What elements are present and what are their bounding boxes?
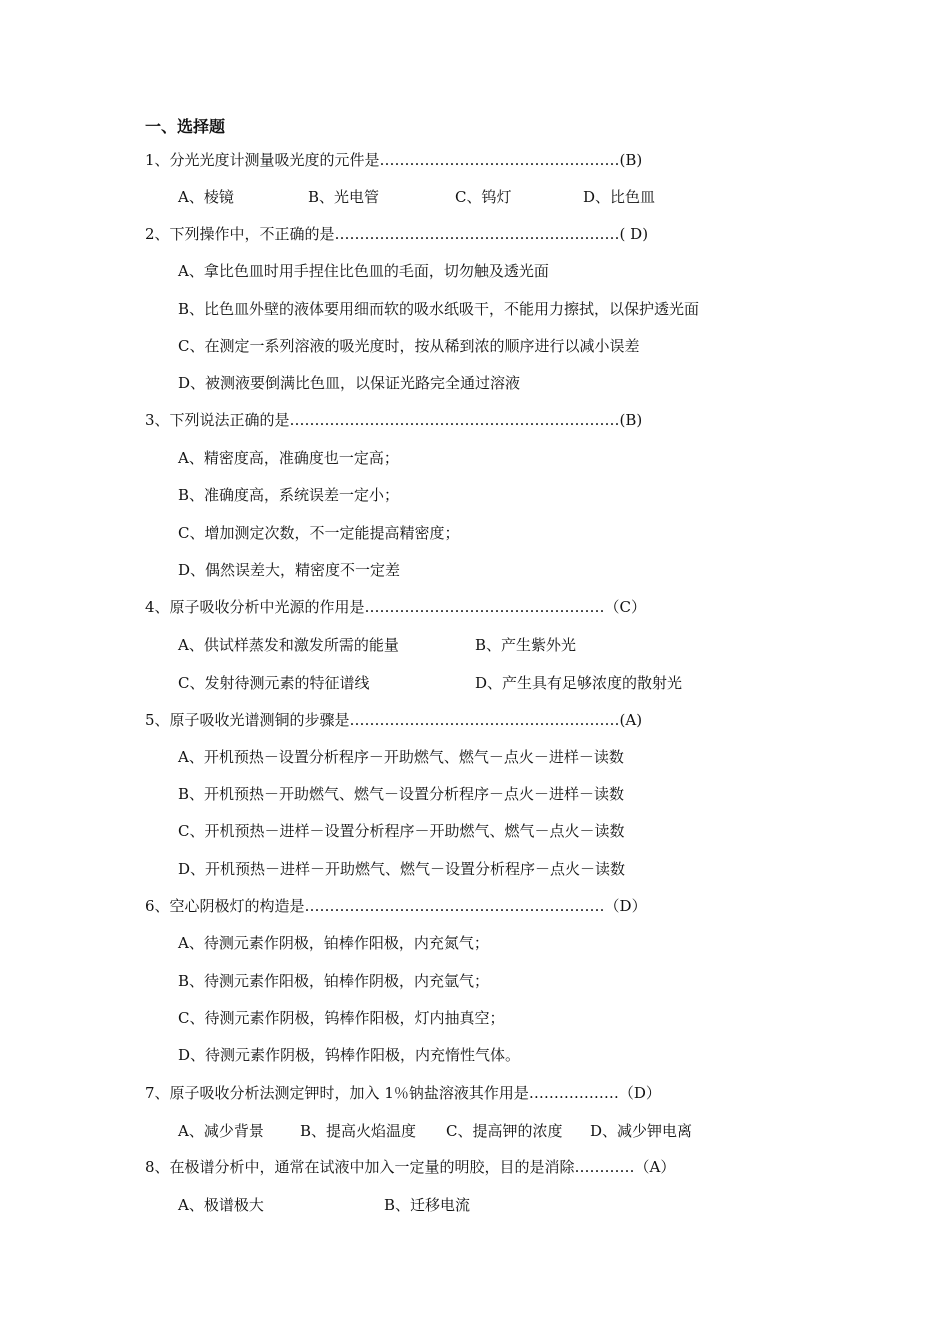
question-3-option-b: B、准确度高，系统误差一定小； [178,486,400,504]
question-3-option-c: C、增加测定次数，不一定能提高精密度； [178,524,460,542]
question-4-option-c: C、发射待测元素的特征谱线 [178,674,370,692]
question-1-option-b: B、光电管 [308,188,380,206]
question-3-option-a: A、精密度高，准确度也一定高； [178,449,399,467]
question-1-option-d: D、比色皿 [583,188,656,206]
question-6-option-d: D、待测元素作阴极，钨棒作阳极，内充惰性气体。 [178,1046,521,1064]
question-4-option-b: B、产生紫外光 [475,636,577,654]
question-8-option-a: A、极谱极大 [178,1196,264,1214]
question-5-option-d: D、开机预热－进样－开助燃气、燃气－设置分析程序－点火－读数 [178,860,626,878]
question-7-option-a: A、减少背景 [178,1122,264,1140]
question-3-option-d: D、偶然误差大，精密度不一定差 [178,561,401,579]
question-4-option-a: A、供试样蒸发和激发所需的能量 [178,636,399,654]
question-2-option-a: A、拿比色皿时用手捏住比色皿的毛面，切勿触及透光面 [178,262,549,280]
question-8-option-b: B、迁移电流 [384,1196,471,1214]
question-3-stem: 3、下列说法正确的是…………………………………………………………(B) [145,411,643,429]
question-5-stem: 5、原子吸收光谱测铜的步骤是………………………………………………(A) [145,711,643,729]
question-7-stem: 7、原子吸收分析法测定钾时，加入 1％钠盐溶液其作用是………………（D） [145,1084,661,1102]
question-1-stem: 1、分光光度计测量吸光度的元件是…………………………………………(B) [145,151,643,169]
question-8-stem: 8、在极谱分析中，通常在试液中加入一定量的明胶，目的是消除…………（A） [145,1158,676,1176]
question-2-option-b: B、比色皿外壁的液体要用细而软的吸水纸吸干，不能用力擦拭，以保护透光面 [178,300,700,318]
question-6-option-b: B、待测元素作阳极，铂棒作阴极，内充氩气； [178,972,490,990]
question-1-option-a: A、棱镜 [178,188,234,206]
question-4-option-d: D、产生具有足够浓度的散射光 [475,674,683,692]
question-2-option-d: D、被测液要倒满比色皿，以保证光路完全通过溶液 [178,374,521,392]
section-title: 一、选择题 [145,117,226,136]
question-6-stem: 6、空心阴极灯的构造是……………………………………………………（D） [145,897,647,915]
question-6-option-a: A、待测元素作阴极，铂棒作阳极，内充氮气； [178,934,489,952]
question-7-option-c: C、提高钾的浓度 [446,1122,563,1140]
question-5-option-b: B、开机预热－开助燃气、燃气－设置分析程序－点火－进样－读数 [178,785,625,803]
question-2-stem: 2、下列操作中，不正确的是…………………………………………………( D) [145,225,649,243]
question-5-option-c: C、开机预热－进样－设置分析程序－开助燃气、燃气－点火－读数 [178,822,625,840]
question-2-option-c: C、在测定一系列溶液的吸光度时，按从稀到浓的顺序进行以减小误差 [178,337,640,355]
question-7-option-b: B、提高火焰温度 [300,1122,417,1140]
question-4-stem: 4、原子吸收分析中光源的作用是…………………………………………（C） [145,598,647,616]
question-5-option-a: A、开机预热－设置分析程序－开助燃气、燃气－点火－进样－读数 [178,748,624,766]
question-7-option-d: D、减少钾电离 [590,1122,693,1140]
question-1-option-c: C、钨灯 [455,188,512,206]
question-6-option-c: C、待测元素作阴极，钨棒作阳极，灯内抽真空； [178,1009,505,1027]
